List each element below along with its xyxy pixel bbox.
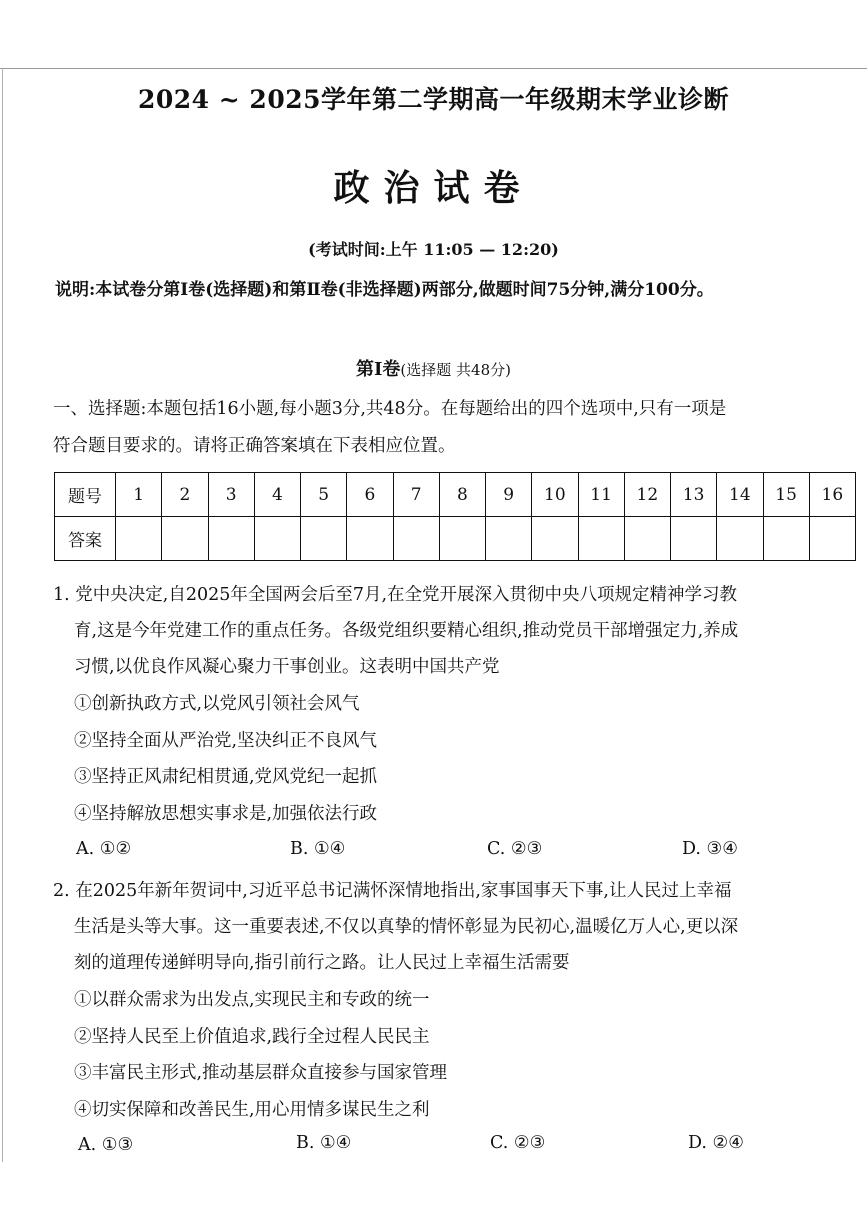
question-number-cell: 15	[763, 473, 809, 517]
answer-cell[interactable]	[347, 517, 393, 561]
answer-cell[interactable]	[624, 517, 670, 561]
subject-title: 政治试卷	[333, 167, 534, 209]
q2-option-d[interactable]: D. ②④	[688, 1133, 744, 1153]
row-label-number: 题号	[55, 473, 116, 517]
part1-heading	[0, 355, 867, 381]
q1-stem-line-2: 育,这是今年党建工作的重点任务。各级党组织要精心组织,推动党员干部增强定力,养成	[74, 621, 739, 641]
answer-cell[interactable]	[208, 517, 254, 561]
exam-time: (考试时间:上午 11:05 — 12:20)	[308, 240, 559, 259]
question-number-cell: 13	[671, 473, 717, 517]
q2-statement-4: ④切实保障和改善民生,用心用情多谋民生之利	[74, 1100, 430, 1120]
top-rule	[0, 68, 867, 69]
q1-option-d[interactable]: D. ③④	[682, 839, 738, 859]
section-instruction-line-1: 一、选择题:本题包括16小题,每小题3分,共48分。在每题给出的四个选项中,只有一项是	[53, 399, 727, 419]
q2-option-a[interactable]: A. ①③	[78, 1135, 134, 1155]
section-instruction-line-2: 符合题目要求的。请将正确答案填在下表相应位置。	[53, 436, 456, 456]
answer-cell[interactable]	[116, 517, 162, 561]
q1-stem-line-1: 1. 党中央决定,自2025年全国两会后至7月,在全党开展深入贯彻中央八项规定精神学习教	[53, 585, 738, 605]
q2-statement-1: ①以群众需求为出发点,实现民主和专政的统一	[74, 990, 430, 1010]
question-number-cell: 12	[624, 473, 670, 517]
question-number-cell: 4	[254, 473, 300, 517]
question-number-cell: 8	[439, 473, 485, 517]
answer-cell[interactable]	[486, 517, 532, 561]
instructions: 说明:本试卷分第Ⅰ卷(选择题)和第Ⅱ卷(非选择题)两部分,做题时间75分钟,满分100分。	[55, 280, 714, 300]
part1-title: 第Ⅰ卷	[356, 359, 401, 380]
left-rule	[2, 68, 3, 1162]
exam-title: 2024 ~ 2025学年第二学期高一年级期末学业诊断	[137, 85, 730, 114]
q2-stem-line-3: 刻的道理传递鲜明导向,指引前行之路。让人民过上幸福生活需要	[74, 953, 570, 973]
question-number-cell: 3	[208, 473, 254, 517]
q2-stem-line-1: 2. 在2025年新年贺词中,习近平总书记满怀深情地指出,家事国事天下事,让人民过上幸福	[53, 881, 732, 901]
answer-cell[interactable]	[809, 517, 855, 561]
answer-cell[interactable]	[532, 517, 578, 561]
row-label-answer: 答案	[55, 517, 116, 561]
answer-table	[54, 472, 856, 561]
answer-cell[interactable]	[763, 517, 809, 561]
question-number-cell: 1	[116, 473, 162, 517]
answer-cell[interactable]	[162, 517, 208, 561]
question-number-cell: 14	[717, 473, 763, 517]
question-number-cell: 7	[393, 473, 439, 517]
q2-stem-line-2: 生活是头等大事。这一重要表述,不仅以真挚的情怀彰显为民初心,温暖亿万人心,更以深	[74, 917, 739, 937]
q1-option-a[interactable]: A. ①②	[76, 839, 132, 859]
q1-statement-3: ③坚持正风肃纪相贯通,党风党纪一起抓	[74, 767, 378, 787]
question-number-cell: 16	[809, 473, 855, 517]
part1-subtitle: (选择题 共48分)	[400, 361, 511, 379]
q2-statement-3: ③丰富民主形式,推动基层群众直接参与国家管理	[74, 1063, 448, 1083]
question-number-cell: 2	[162, 473, 208, 517]
q1-statement-4: ④坚持解放思想实事求是,加强依法行政	[74, 804, 378, 824]
answer-cell[interactable]	[254, 517, 300, 561]
answer-cell[interactable]	[671, 517, 717, 561]
question-number-cell: 10	[532, 473, 578, 517]
answer-cell[interactable]	[578, 517, 624, 561]
q1-option-c[interactable]: C. ②③	[487, 839, 543, 859]
answer-table-row-answers	[55, 517, 856, 561]
question-number-cell: 11	[578, 473, 624, 517]
q1-statement-1: ①创新执政方式,以党风引领社会风气	[74, 694, 360, 714]
q1-option-b[interactable]: B. ①④	[290, 839, 346, 859]
q2-statement-2: ②坚持人民至上价值追求,践行全过程人民民主	[74, 1027, 430, 1047]
question-number-cell: 6	[347, 473, 393, 517]
answer-cell[interactable]	[439, 517, 485, 561]
answer-cell[interactable]	[393, 517, 439, 561]
question-number-cell: 9	[486, 473, 532, 517]
question-number-cell: 5	[301, 473, 347, 517]
answer-cell[interactable]	[301, 517, 347, 561]
answer-table-row-numbers	[55, 473, 856, 517]
q1-statement-2: ②坚持全面从严治党,坚决纠正不良风气	[74, 731, 378, 751]
q2-option-c[interactable]: C. ②③	[490, 1133, 546, 1153]
q1-stem-line-3: 习惯,以优良作风凝心聚力干事创业。这表明中国共产党	[74, 657, 500, 677]
q2-option-b[interactable]: B. ①④	[296, 1133, 352, 1153]
answer-cell[interactable]	[717, 517, 763, 561]
